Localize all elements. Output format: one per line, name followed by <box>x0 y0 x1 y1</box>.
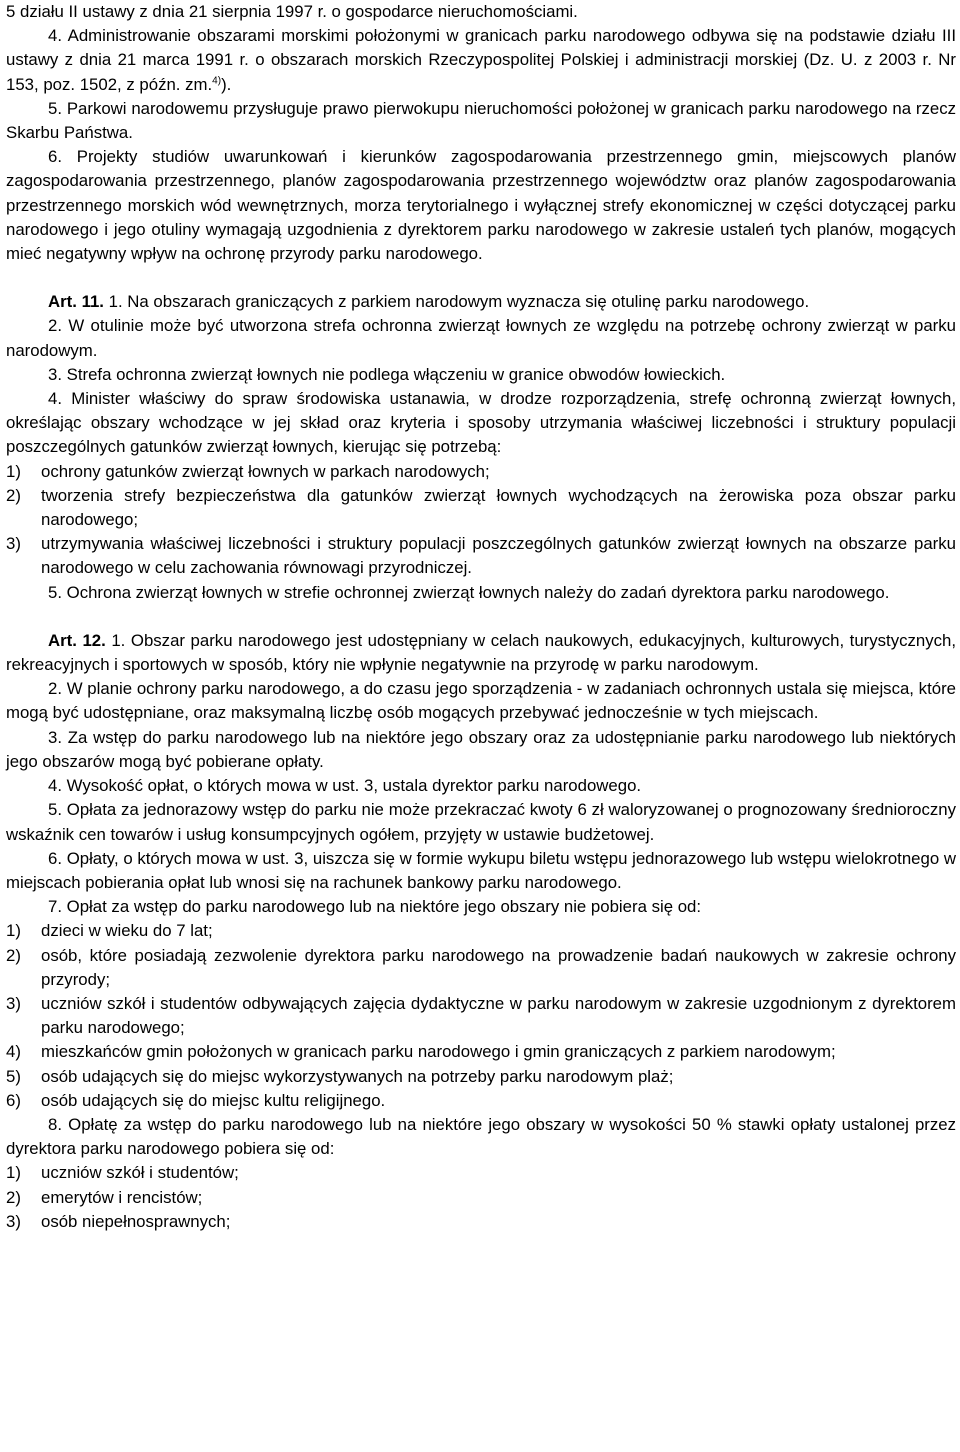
list-text: uczniów szkół i studentów; <box>41 1163 239 1183</box>
list-text: ochrony gatunków zwierząt łownych w parkach narodowych; <box>41 461 490 481</box>
paragraph-text: 1. Obszar parku narodowego jest udostępniany w celach naukowych, edukacyjnych, kulturowych, turystycznych, rekreacyjnych i sportowych w sposób, który nie wpłynie negatywnie na przyrodę w parku narodowym. <box>6 630 956 675</box>
article-12-para-3: 3. Za wstęp do parku narodowego lub na niektóre jego obszary oraz za udostępnianie parku narodowego lub niektórych jego obszarów mogą być pobierane opłaty. <box>6 727 956 771</box>
document-page <box>6 0 956 1234</box>
article-12-para-7: 7. Opłat za wstęp do parku narodowego lub na niektóre jego obszary nie pobiera się od: <box>48 897 702 917</box>
paragraph-art10-6: 6. Projekty studiów uwarunkowań i kierunków zagospodarowania przestrzennego gmin, miejscowych planów zagospodarowania przestrzennego, planów zagospodarowania przestrzennego województw oraz planów zagospodarowania przestrzennego morskich wód wewnętrznych, morza terytorialnego i wyłącznej strefy ekonomicznej w części dotyczącej parku narodowego i jego otuliny wymagają uzgodnienia z dyrektorem parku narodowego w zakresie ustaleń tych planów, mogących mieć negatywny wpływ na ochronę przyrody parku narodowego. <box>6 147 956 264</box>
list-number: 3) <box>6 1211 21 1231</box>
list-text: osób udających się do miejsc wykorzystywanych na potrzeby parku narodowym plaż; <box>41 1066 674 1086</box>
article-12-para-5: 5. Opłata za jednorazowy wstęp do parku nie może przekraczać kwoty 6 zł waloryzowanej o prognozowany średnioroczny wskaźnik cen towarów i usług konsumpcyjnych ogółem, przyjęty w ustawie budżetowej. <box>6 800 956 844</box>
list-item <box>6 1065 956 1089</box>
article-12-para-2: 2. W planie ochrony parku narodowego, a do czasu jego sporządzenia - w zadaniach ochronnych ustala się miejsca, które mogą być udostępniane, oraz maksymalną liczbę osób mogących przebywać jednocześnie w tych miejscach. <box>6 679 956 723</box>
paragraph-text: 4. Administrowanie obszarami morskimi położonymi w granicach parku narodowego odbywa się na podstawie działu III ustawy z dnia 21 marca 1991 r. o obszarach morskich Rzeczypospolitej Polskiej i administracji morskiej (Dz. U. z 2003 r. Nr 153, poz. 1502, z późn. zm. <box>6 26 956 94</box>
article-12-para-8: 8. Opłatę za wstęp do parku narodowego lub na niektóre jego obszary w wysokości 50 % stawki opłaty ustalonej przez dyrektora parku narodowego pobiera się od: <box>6 1114 956 1159</box>
list-text: osób, które posiadają zezwolenie dyrektora parku narodowego na prowadzenie badań naukowych w zakresie ochrony przyrody; <box>41 945 956 989</box>
list-text: osób niepełnosprawnych; <box>41 1211 231 1231</box>
article-12-para-1 <box>6 629 956 677</box>
list-number: 1) <box>6 921 21 941</box>
list-number: 3) <box>6 534 21 554</box>
list-number: 1) <box>6 1163 21 1183</box>
list-text: tworzenia strefy bezpieczeństwa dla gatunków zwierząt łownych wychodzących na żerowiska poza obszar parku narodowego; <box>41 485 956 530</box>
paragraph-continuation: 5 działu II ustawy z dnia 21 sierpnia 1997 r. o gospodarce nieruchomościami. <box>6 2 578 21</box>
article-12-list-8 <box>6 1161 956 1234</box>
footnote-ref: 4) <box>212 75 222 87</box>
list-item <box>6 1040 956 1064</box>
list-text: dzieci w wieku do 7 lat; <box>41 921 213 941</box>
list-number: 2) <box>6 485 21 505</box>
list-item <box>6 1161 956 1185</box>
paragraph-end: ). <box>221 74 232 94</box>
list-item <box>6 532 956 580</box>
article-11-para-2: 2. W otulinie może być utworzona strefa ochronna zwierząt łownych ze względu na potrzebę ochrony zwierząt w parku narodowym. <box>6 316 956 360</box>
article-12-para-6: 6. Opłaty, o których mowa w ust. 3, uiszcza się w formie wykupu biletu wstępu jednorazowego lub wstępu wielokrotnego w miejscach pobierania opłat lub wnosi się na rachunek bankowy parku narodowego. <box>6 848 956 892</box>
paragraph-text: 1. Na obszarach graniczących z parkiem narodowym wyznacza się otulinę parku narodowego. <box>103 292 810 312</box>
list-item <box>6 1089 956 1113</box>
paragraph-art10-5: 5. Parkowi narodowemu przysługuje prawo pierwokupu nieruchomości położonej w granicach parku narodowego na rzecz Skarbu Państwa. <box>6 98 956 143</box>
article-11-list <box>6 460 956 581</box>
list-number: 1) <box>6 461 21 481</box>
list-number: 2) <box>6 945 21 965</box>
list-text: mieszkańców gmin położonych w granicach parku narodowego i gmin graniczących z parkiem narodowym; <box>41 1042 836 1062</box>
list-number: 2) <box>6 1187 21 1207</box>
list-number: 3) <box>6 993 21 1013</box>
list-item <box>6 1186 956 1210</box>
article-11-para-1 <box>6 290 956 314</box>
paragraph-art10-4 <box>6 24 956 97</box>
article-heading: Art. 11. <box>48 292 104 312</box>
article-11-para-5: 5. Ochrona zwierząt łownych w strefie ochronnej zwierząt łownych należy do zadań dyrektora parku narodowego. <box>48 582 890 602</box>
article-12-para-4: 4. Wysokość opłat, o których mowa w ust. 3, ustala dyrektor parku narodowego. <box>48 776 642 796</box>
list-item <box>6 1210 956 1234</box>
list-text: emerytów i rencistów; <box>41 1187 203 1207</box>
list-item <box>6 992 956 1040</box>
list-item <box>6 460 956 484</box>
list-text: osób udających się do miejsc kultu religijnego. <box>41 1090 386 1110</box>
list-number: 6) <box>6 1090 21 1110</box>
list-item <box>6 944 956 992</box>
article-heading: Art. 12. <box>48 630 106 650</box>
list-item <box>6 919 956 943</box>
list-number: 5) <box>6 1066 21 1086</box>
list-text: utrzymywania właściwej liczebności i struktury populacji poszczególnych gatunków zwierząt łownych na obszarze parku narodowego w celu zachowania równowagi przyrodniczej. <box>41 534 956 578</box>
article-12-list-7 <box>6 919 956 1113</box>
list-text: uczniów szkół i studentów odbywających zajęcia dydaktyczne w parku narodowym w zakresie uzgodnionym z dyrektorem parku narodowego; <box>41 993 956 1038</box>
article-11-para-3: 3. Strefa ochronna zwierząt łownych nie podlega włączeniu w granice obwodów łowieckich. <box>48 364 726 384</box>
list-number: 4) <box>6 1042 21 1062</box>
article-11-para-4: 4. Minister właściwy do spraw środowiska ustanawia, w drodze rozporządzenia, strefę ochronną zwierząt łownych, określając obszary wchodzące w jej skład oraz kryteria i sposoby utrzymania właściwej liczebności i struktury populacji poszczególnych gatunków zwierząt łownych, kierując się potrzebą: <box>6 389 956 457</box>
list-item <box>6 484 956 532</box>
